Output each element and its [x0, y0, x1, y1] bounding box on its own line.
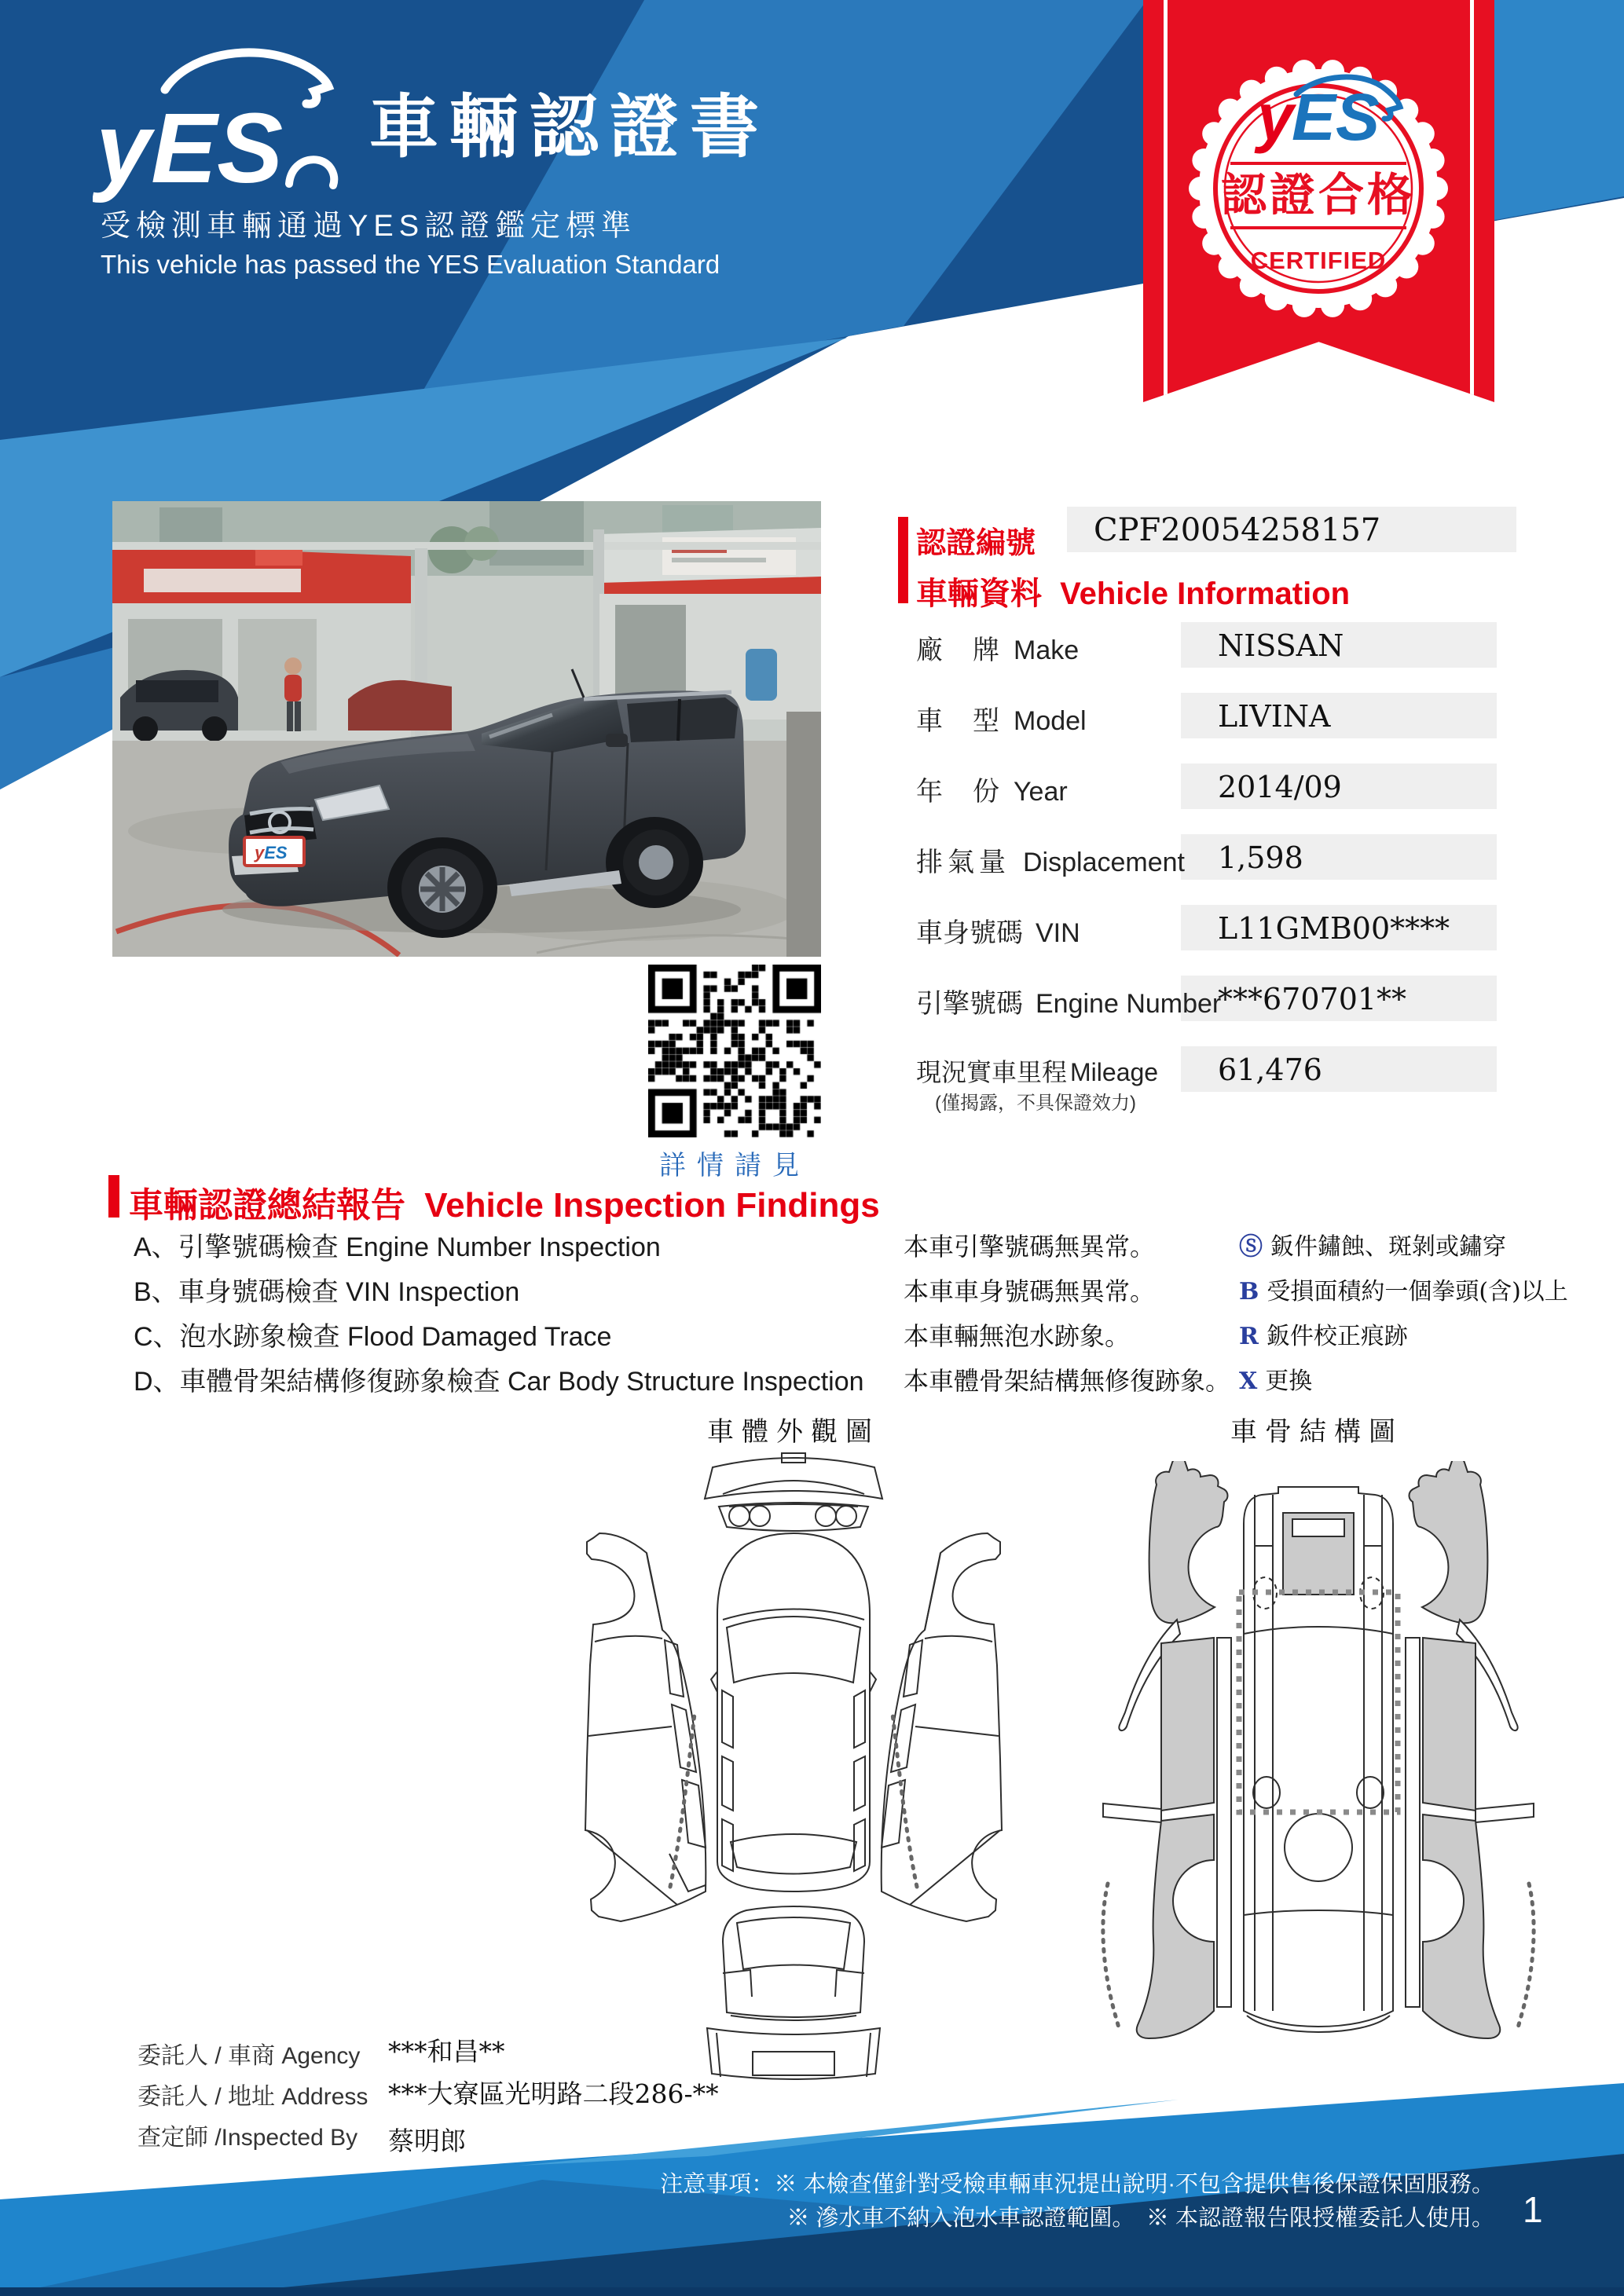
- row-label-zh: 廠 牌: [916, 635, 1001, 665]
- legend-text: 受損面積約一個拳頭(含)以上: [1267, 1278, 1568, 1305]
- mileage-note: (僅揭露，不具保證效力): [935, 1093, 1136, 1114]
- findings-heading-en: Vehicle Inspection Findings: [424, 1186, 880, 1225]
- qr-caption: 詳情請見: [659, 1150, 810, 1181]
- row-label-zh: 車 型: [916, 706, 1001, 736]
- row-label-en: Model: [1014, 706, 1087, 736]
- subtitle-en: This vehicle has passed the YES Evaluation Standard: [101, 250, 720, 279]
- finding-item: A、引擎號碼檢查 Engine Number Inspection: [134, 1232, 661, 1262]
- svg-text:yES: yES: [255, 843, 288, 862]
- seal-line2: CERTIFIED: [1250, 247, 1387, 274]
- legend-item: [1239, 1361, 1312, 1396]
- seal-logo-y: y: [1257, 80, 1294, 154]
- footer-notes: [660, 2168, 1494, 2236]
- finding-item: D、車體骨架結構修復跡象檢查 Car Body Structure Inspection: [134, 1367, 864, 1397]
- finding-result: 本車車身號碼無異常。: [904, 1276, 1156, 1306]
- findings-heading-zh: 車輛認證總結報告: [129, 1186, 405, 1225]
- structure-diagram-title: 車骨結構圖: [1230, 1416, 1403, 1448]
- row-label: [916, 840, 1185, 879]
- section-bar: [108, 1175, 119, 1218]
- row-value: LIVINA: [1218, 699, 1331, 734]
- legend-symbol: B: [1239, 1278, 1259, 1305]
- row-label-en: Displacement: [1023, 848, 1185, 877]
- subtitle-zh: 受檢測車輛通過YES認證鑑定標準: [101, 210, 637, 243]
- legend-item: [1239, 1227, 1506, 1262]
- ribbon-pinstripe-left: [1164, 0, 1168, 402]
- footer-note-line1: 注意事項：※ 本檢查僅針對受檢車輛車況提出說明·不包含提供售後保證保固服務。: [660, 2172, 1494, 2197]
- finding-result: 本車引擎號碼無異常。: [904, 1232, 1156, 1262]
- row-label-en: Year: [1014, 777, 1068, 807]
- car-wheel-arc-icon: [289, 159, 334, 185]
- row-label: [916, 1053, 1158, 1089]
- vehicle-info-heading-zh: 車輛資料: [916, 577, 1042, 611]
- agency-label: 委託人 / 車商 Agency: [137, 2043, 361, 2069]
- row-value: NISSAN: [1218, 628, 1344, 663]
- certified-ribbon: [1143, 0, 1494, 402]
- row-label-zh: 年 份: [916, 777, 1001, 807]
- finding-item: B、車身號碼檢查 VIN Inspection: [134, 1277, 520, 1307]
- vehicle-info-heading: [916, 569, 1350, 613]
- row-label: [916, 911, 1080, 950]
- row-label-en: VIN: [1036, 918, 1080, 948]
- yes-logo: [93, 41, 360, 214]
- cert-number-value: CPF20054258157: [1094, 512, 1381, 548]
- qr-code: [648, 965, 821, 1137]
- cert-number-label: 認證編號: [916, 527, 1036, 560]
- exterior-diagram: [574, 1441, 1021, 2093]
- logo-text: yES: [96, 93, 284, 203]
- finding-item: C、泡水跡象檢查 Flood Damaged Trace: [134, 1322, 612, 1352]
- section-bar: [898, 517, 908, 603]
- row-value: 61,476: [1218, 1053, 1322, 1087]
- row-value: L11GMB00****: [1218, 911, 1450, 946]
- inspector-value: 蔡明郎: [388, 2126, 466, 2156]
- structure-diagram: [1096, 1461, 1536, 2046]
- row-value: 1,598: [1218, 840, 1303, 875]
- finding-result: 本車輛無泡水跡象。: [904, 1321, 1131, 1351]
- legend-text: 鈑件鏽蝕、斑剝或鏽穿: [1270, 1233, 1506, 1261]
- row-label-en: Engine Number: [1036, 989, 1222, 1019]
- legend-symbol: Ⓢ: [1239, 1233, 1263, 1261]
- certified-seal: [1169, 39, 1468, 338]
- ribbon-pinstripe-right: [1470, 0, 1474, 402]
- vehicle-photo: [112, 501, 821, 957]
- row-label-zh: 排氣量: [916, 848, 1010, 877]
- document-title: 車輛認證書: [369, 88, 771, 166]
- footer-bottom-strip: [0, 2287, 1624, 2296]
- legend-text: 鈑件校正痕跡: [1266, 1323, 1408, 1350]
- row-label-zh: 引擎號碼: [916, 989, 1023, 1019]
- inspector-label: 查定師 /Inspected By: [137, 2125, 358, 2151]
- row-label: [916, 770, 1068, 808]
- legend-symbol: X: [1239, 1368, 1258, 1395]
- page-number: 1: [1523, 2189, 1543, 2230]
- row-value: ***670701**: [1218, 982, 1407, 1016]
- agency-value: ***和昌**: [388, 2036, 505, 2067]
- row-label-zh: 車身號碼: [916, 918, 1023, 948]
- findings-heading: [129, 1177, 880, 1227]
- legend-item: [1239, 1272, 1568, 1306]
- legend-text: 更換: [1265, 1368, 1313, 1395]
- row-label-zh: 現況實車里程: [916, 1058, 1068, 1086]
- seal-logo-es: ES: [1292, 80, 1380, 154]
- row-label: [916, 699, 1087, 738]
- row-label: [916, 982, 1221, 1020]
- row-value: 2014/09: [1218, 770, 1342, 804]
- legend-item: [1239, 1316, 1408, 1351]
- address-value: ***大寮區光明路二段286-**: [388, 2078, 719, 2109]
- exterior-diagram-title: 車體外觀圖: [707, 1416, 880, 1448]
- row-label-en: Mileage: [1070, 1058, 1159, 1086]
- address-label: 委託人 / 地址 Address: [137, 2084, 368, 2110]
- footer-note-line2: ※ 滲水車不納入泡水車認證範圍。 ※ 本認證報告限授權委託人使用。: [786, 2206, 1494, 2231]
- row-label-en: Make: [1014, 635, 1080, 665]
- seal-line1: 認證合格: [1220, 170, 1417, 221]
- row-label: [916, 628, 1079, 667]
- vehicle-info-heading-en: Vehicle Information: [1060, 577, 1351, 611]
- legend-symbol: R: [1239, 1323, 1259, 1350]
- finding-result: 本車體骨架結構無修復跡象。: [904, 1366, 1231, 1396]
